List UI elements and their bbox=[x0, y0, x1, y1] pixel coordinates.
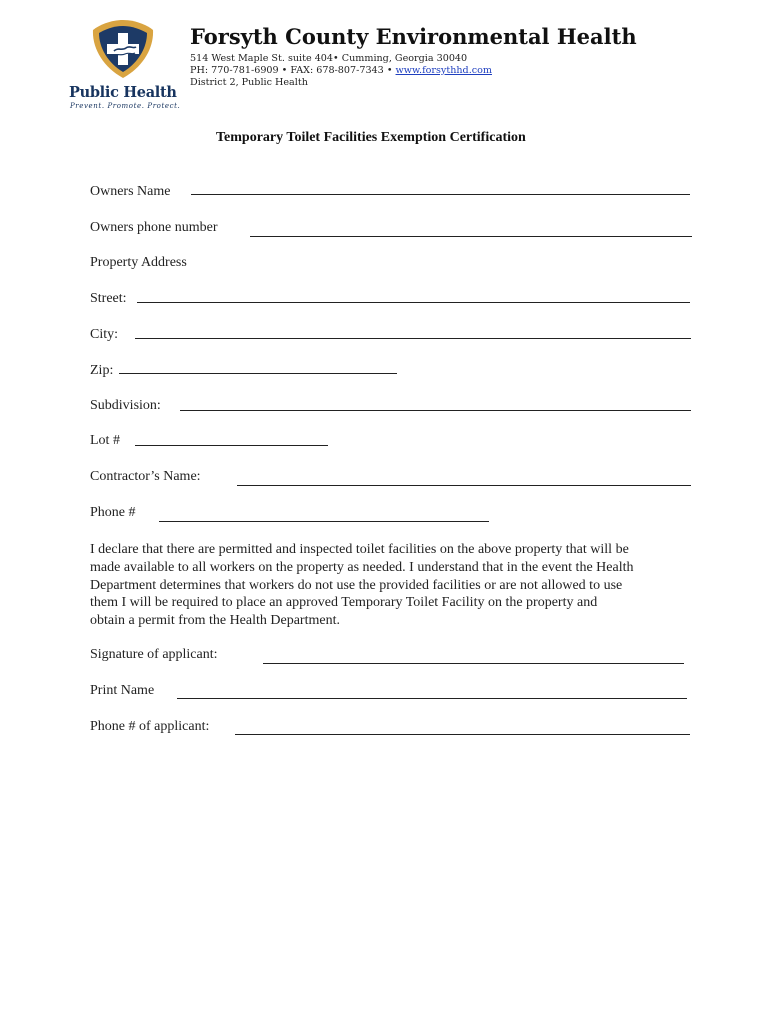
organization-address: 514 West Maple St. suite 404• Cumming, Georgia 30040 bbox=[190, 53, 468, 64]
print-name-field[interactable] bbox=[177, 698, 687, 699]
lot-field[interactable] bbox=[135, 445, 328, 446]
owners-phone-label: Owners phone number bbox=[90, 220, 218, 235]
owners-name-field[interactable] bbox=[191, 194, 690, 195]
owners-name-label: Owners Name bbox=[90, 184, 171, 199]
form-title: Temporary Toilet Facilities Exemption Certification bbox=[216, 130, 526, 145]
applicant-phone-field[interactable] bbox=[235, 734, 690, 735]
phone-field[interactable] bbox=[159, 521, 489, 522]
contractor-name-field[interactable] bbox=[237, 485, 691, 486]
website-link[interactable]: www.forsythhd.com bbox=[395, 65, 492, 76]
lot-label: Lot # bbox=[90, 433, 120, 448]
signature-label: Signature of applicant: bbox=[90, 647, 218, 662]
applicant-phone-label: Phone # of applicant: bbox=[90, 719, 210, 734]
public-health-logo bbox=[66, 18, 181, 110]
logo-text: Public Health bbox=[69, 84, 177, 101]
city-field[interactable] bbox=[135, 338, 691, 339]
owners-phone-field[interactable] bbox=[250, 236, 692, 237]
zip-label: Zip: bbox=[90, 363, 114, 378]
phone-label: Phone # bbox=[90, 505, 136, 520]
property-address-label: Property Address bbox=[90, 255, 187, 270]
street-field[interactable] bbox=[137, 302, 690, 303]
declaration-line: made available to all workers on the property as needed. I understand that in the event the Health bbox=[90, 559, 634, 575]
shield-cross-icon bbox=[90, 18, 156, 80]
logo-tagline: Prevent. Promote. Protect. bbox=[70, 102, 181, 110]
organization-contact bbox=[190, 65, 492, 76]
signature-field[interactable] bbox=[263, 663, 684, 664]
organization-district: District 2, Public Health bbox=[190, 77, 308, 88]
print-name-label: Print Name bbox=[90, 683, 155, 698]
contact-numbers: PH: 770-781-6909 • FAX: 678-807-7343 • bbox=[190, 65, 396, 76]
subdivision-label: Subdivision: bbox=[90, 398, 161, 413]
contractor-name-label: Contractor’s Name: bbox=[90, 469, 201, 484]
subdivision-field[interactable] bbox=[180, 410, 691, 411]
declaration-line: Department determines that workers do not use the provided facilities or are not allowed to use bbox=[90, 577, 623, 593]
city-label: City: bbox=[90, 327, 119, 342]
declaration-paragraph bbox=[90, 541, 690, 630]
declaration-line: them I will be required to place an approved Temporary Toilet Facility on the property and bbox=[90, 595, 598, 611]
declaration-line: obtain a permit from the Health Department. bbox=[90, 613, 340, 629]
organization-title: Forsyth County Environmental Health bbox=[190, 24, 637, 49]
street-label: Street: bbox=[90, 291, 127, 306]
declaration-line: I declare that there are permitted and inspected toilet facilities on the above property that will be bbox=[90, 542, 629, 557]
zip-field[interactable] bbox=[119, 373, 397, 374]
